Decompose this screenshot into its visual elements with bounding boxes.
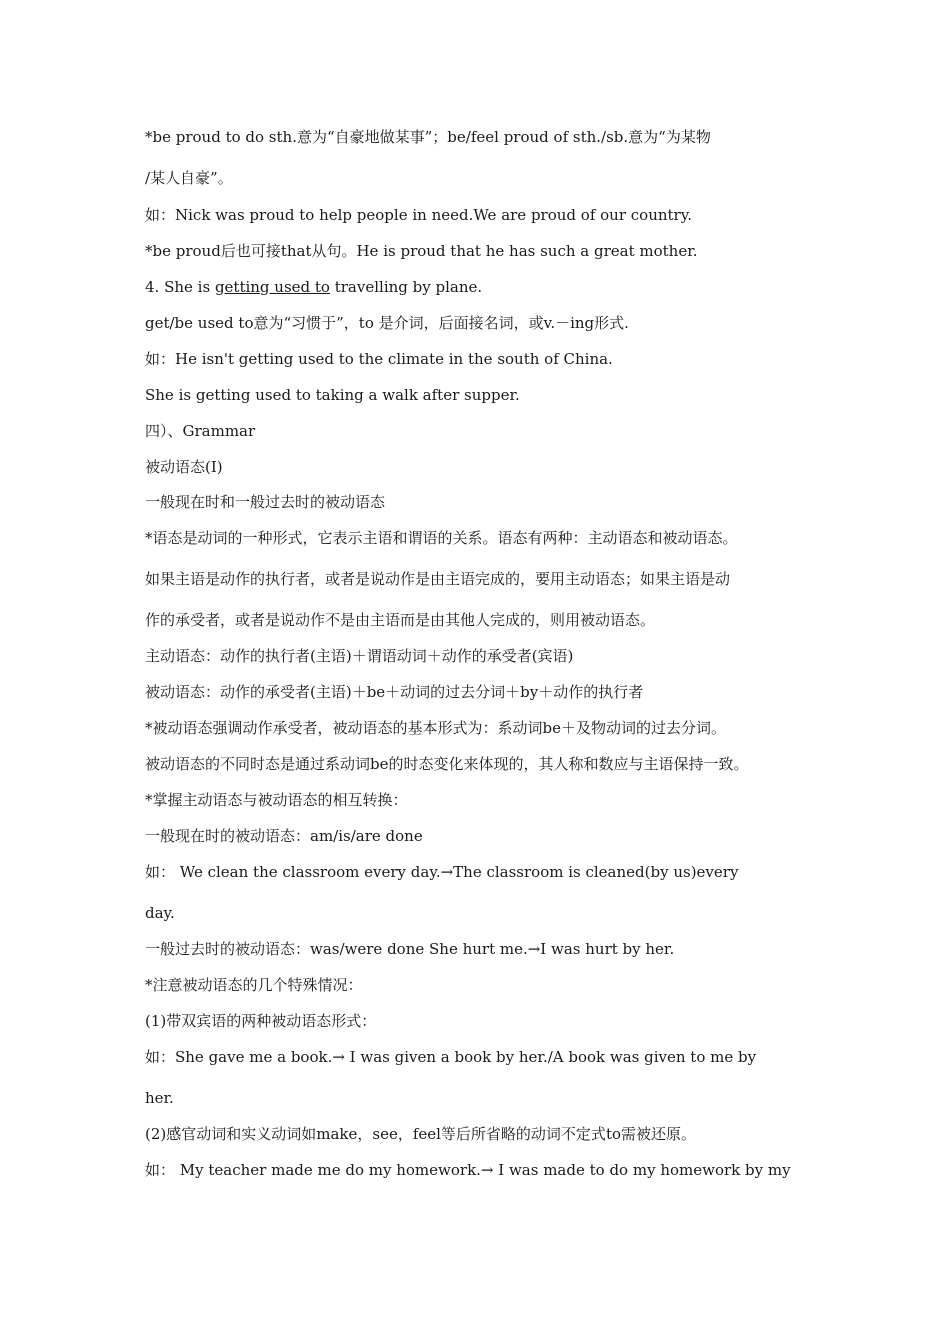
text-line: 主动语态：动作的执行者(主语)＋谓语动词＋动作的承受者(宾语) bbox=[145, 647, 574, 665]
example-prefix: 4. She is bbox=[145, 278, 215, 296]
text-line: 如： We clean the classroom every day.→The classroom is cleaned(by us)every bbox=[145, 863, 739, 881]
text-line: 如：He isn't getting used to the climate in the south of China. bbox=[145, 350, 613, 368]
text-line: 被动语态的不同时态是通过系动词be的时态变化来体现的，其人称和数应与主语保持一致。 bbox=[145, 755, 749, 773]
text-line: (1)带双宾语的两种被动语态形式： bbox=[145, 1012, 377, 1030]
example-suffix: travelling by plane. bbox=[329, 278, 483, 296]
text-line: *被动语态强调动作承受者，被动语态的基本形式为：系动词be＋及物动词的过去分词。 bbox=[145, 719, 726, 737]
text-line: *be proud to do sth.意为“自豪地做某事”；be/feel proud of sth./sb.意为“为某物 bbox=[145, 128, 711, 146]
text-line: (2)感官动词和实义动词如make，see，feel等后所省略的动词不定式to需被还原。 bbox=[145, 1125, 696, 1143]
text-line: day. bbox=[145, 904, 175, 922]
underlined-phrase: getting used to bbox=[214, 278, 330, 296]
text-line: 如果主语是动作的执行者，或者是说动作是由主语完成的，要用主动语态；如果主语是动 bbox=[145, 570, 731, 588]
text-line: /某人自豪”。 bbox=[145, 169, 233, 187]
text-line: her. bbox=[145, 1089, 174, 1107]
section-heading: 四）、Grammar bbox=[145, 422, 256, 440]
text-line: 如：She gave me a book.→ I was given a book by her./A book was given to me by bbox=[145, 1048, 757, 1066]
text-line: She is getting used to taking a walk after supper. bbox=[145, 386, 520, 404]
text-line: 一般过去时的被动语态：was/were done She hurt me.→I was hurt by her. bbox=[145, 940, 675, 958]
subheading: 被动语态(Ⅰ) bbox=[145, 458, 223, 476]
text-line: 如： My teacher made me do my homework.→ I was made to do my homework by my bbox=[145, 1161, 791, 1179]
text-line-example-4 bbox=[145, 277, 835, 297]
text-line: 被动语态：动作的承受者(主语)＋be＋动词的过去分词＋by＋动作的执行者 bbox=[145, 683, 644, 701]
text-line: 一般现在时的被动语态：am/is/are done bbox=[145, 827, 423, 845]
text-line: *be proud后也可接that从句。He is proud that he has such a great mother. bbox=[145, 242, 698, 260]
text-line: get/be used to意为“习惯于”，to 是介词，后面接名词，或v.－ing形式. bbox=[145, 314, 629, 332]
subheading: 一般现在时和一般过去时的被动语态 bbox=[145, 493, 386, 511]
text-line: *注意被动语态的几个特殊情况： bbox=[145, 976, 363, 994]
text-line: 作的承受者，或者是说动作不是由主语而是由其他人完成的，则用被动语态。 bbox=[145, 611, 656, 629]
text-line: 如：Nick was proud to help people in need.We are proud of our country. bbox=[145, 206, 692, 224]
text-line: *语态是动词的一种形式，它表示主语和谓语的关系。语态有两种：主动语态和被动语态。 bbox=[145, 529, 738, 547]
text-line: *掌握主动语态与被动语态的相互转换： bbox=[145, 791, 408, 809]
